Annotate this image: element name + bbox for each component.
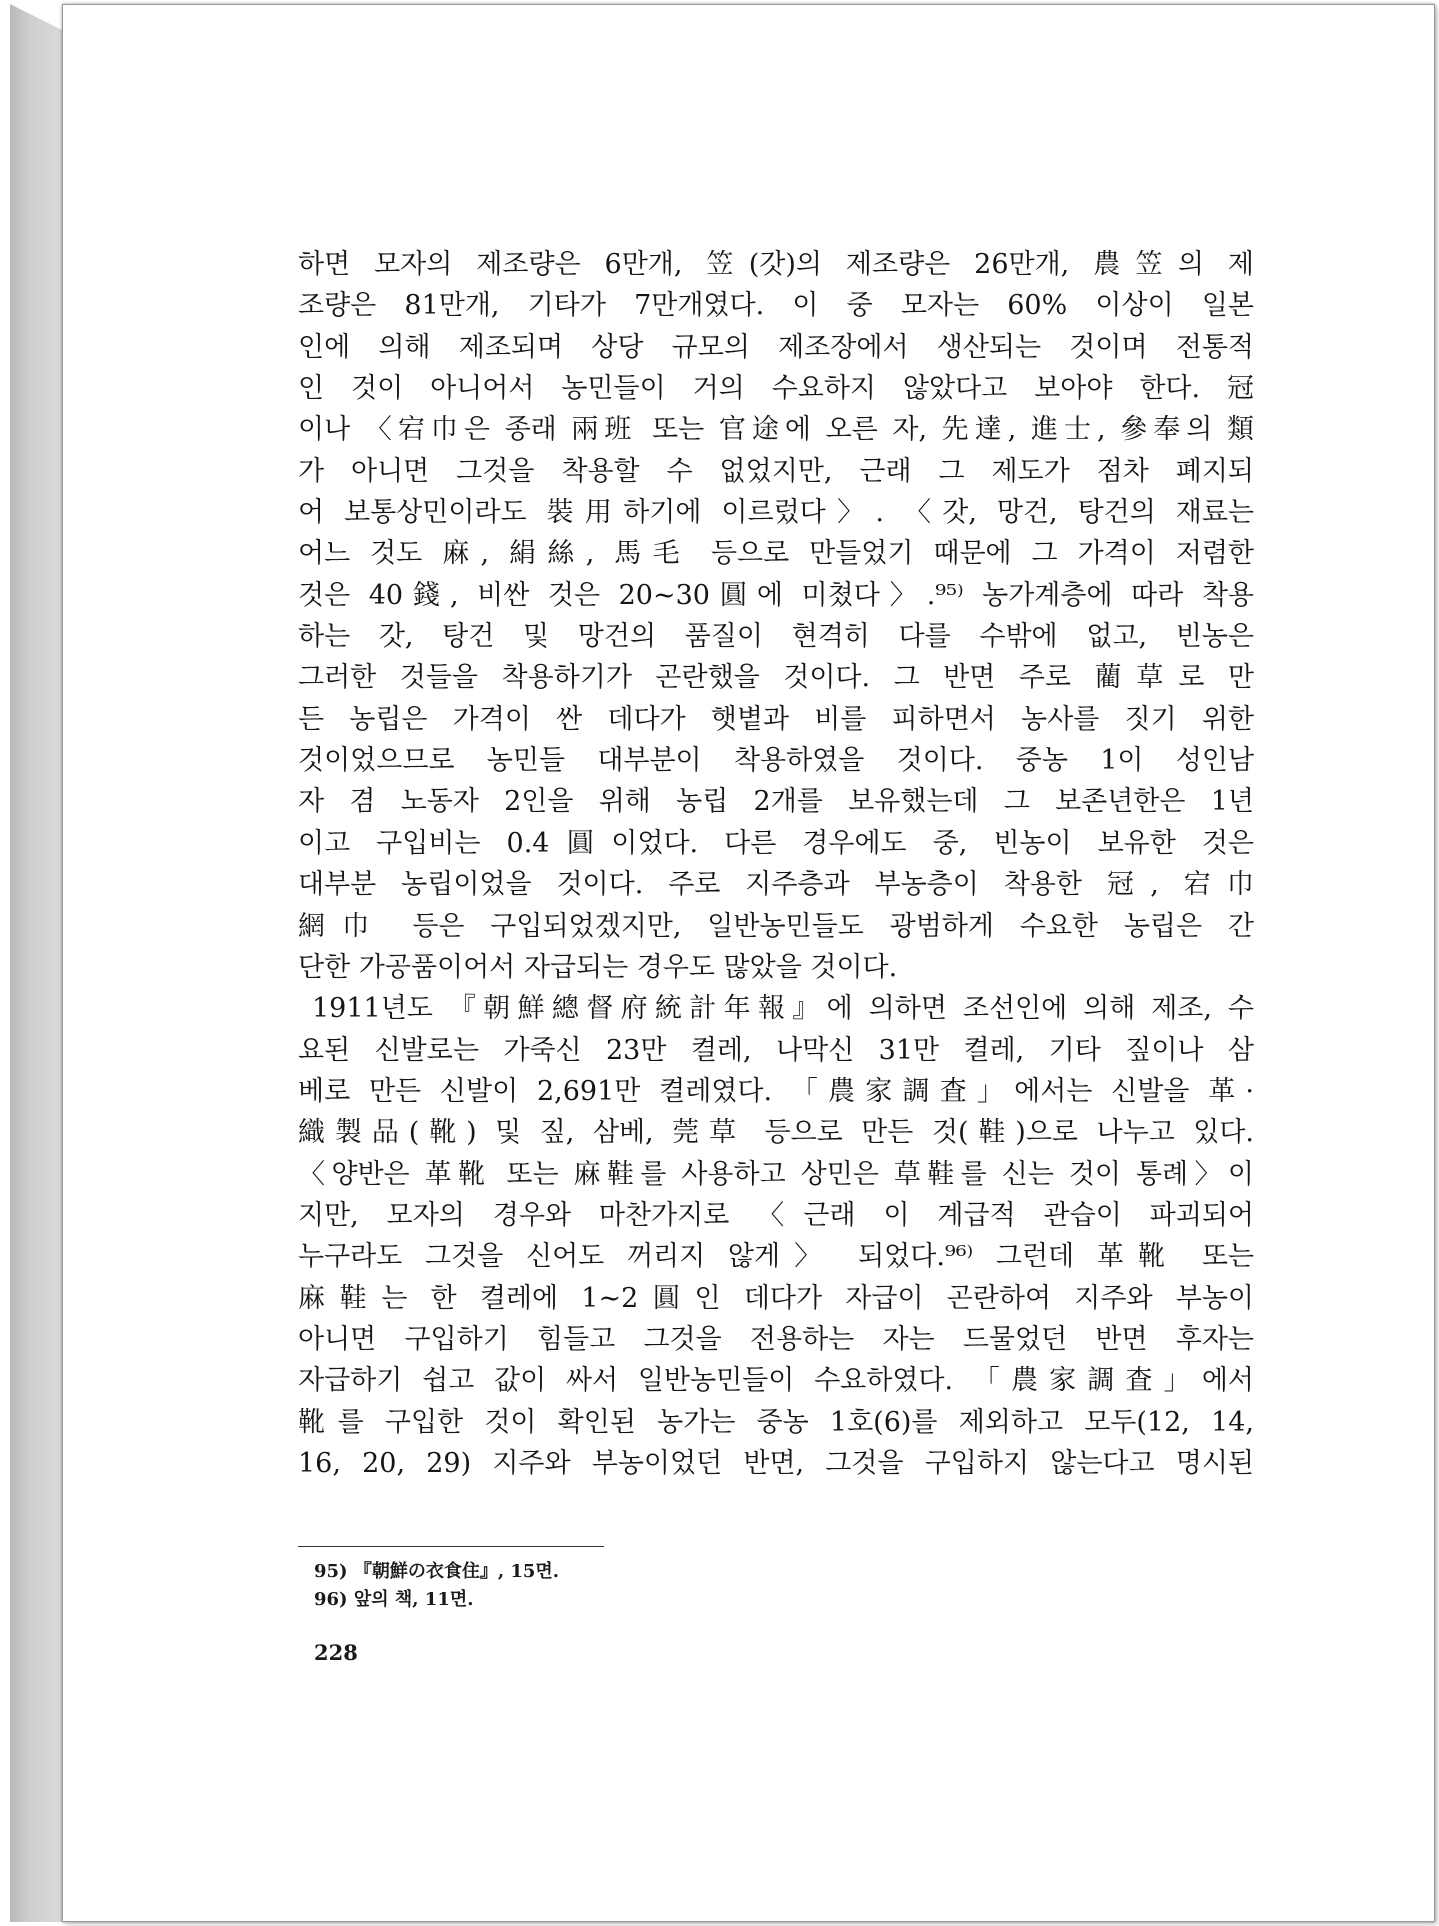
text-line: 織製品(靴) 및 짚, 삼베, 莞草 등으로 만든 것(鞋)으로 나누고 있다. — [298, 1117, 1254, 1149]
text-line: 조량은 81만개, 기타가 7만개였다. 이 중 모자는 60% 이상이 일본 — [298, 290, 1254, 322]
text-line: 麻鞋는 한 켤레에 1∼2圓인 데다가 자급이 곤란하여 지주와 부농이 — [298, 1282, 1254, 1314]
text-line: 지만, 모자의 경우와 마찬가지로 〈근래 이 계급적 관습이 파괴되어 — [298, 1199, 1254, 1231]
text-line: 대부분 농립이었을 것이다. 주로 지주층과 부농층이 착용한 冠, 宕巾 — [298, 869, 1254, 901]
text-line: 網巾 등은 구입되었겠지만, 일반농민들도 광범하게 수요한 농립은 간 — [298, 910, 1254, 942]
text-line: 1911년도 『朝鮮總督府統計年報』에 의하면 조선인에 의해 제조, 수 — [312, 993, 1254, 1025]
text-line: 든 농립은 가격이 싼 데다가 햇볕과 비를 피하면서 농사를 짓기 위한 — [298, 703, 1254, 735]
page-edge — [10, 4, 62, 1922]
text-line: 하는 갓, 탕건 및 망건의 품질이 현격히 다를 수밖에 없고, 빈농은 — [298, 621, 1254, 653]
text-line: 자 겸 노동자 2인을 위해 농립 2개를 보유했는데 그 보존년한은 1년 — [298, 786, 1254, 818]
text-line: 아니면 구입하기 힘들고 그것을 전용하는 자는 드물었던 반면 후자는 — [298, 1323, 1254, 1355]
body-text — [298, 244, 1254, 1484]
text-line: 靴를 구입한 것이 확인된 농가는 중농 1호(6)를 제외하고 모두(12, 14, — [298, 1406, 1254, 1438]
text-line: 어 보통상민이라도 裝用하기에 이르렀다〉. 〈갓, 망건, 탕건의 재료는 — [298, 497, 1254, 529]
text-line: 단한 가공품이어서 자급되는 경우도 많았을 것이다. — [298, 951, 898, 983]
text-line: 자급하기 쉽고 값이 싸서 일반농민들이 수요하였다. 「農家調査」에서 — [298, 1365, 1254, 1397]
footnote-95: 95) 『朝鮮の衣食住』, 15면. — [314, 1561, 560, 1582]
text-line: 그러한 것들을 착용하기가 곤란했을 것이다. 그 반면 주로 藺草로 만 — [298, 662, 1254, 694]
text-line: 이고 구입비는 0.4圓이었다. 다른 경우에도 중, 빈농이 보유한 것은 — [298, 827, 1254, 859]
page-number: 228 — [314, 1640, 358, 1665]
footnote-divider — [298, 1546, 604, 1547]
text-line: 〈양반은 革靴 또는 麻鞋를 사용하고 상민은 草鞋를 신는 것이 통례〉이 — [298, 1158, 1254, 1190]
text-line: 것은 40錢, 비싼 것은 20∼30圓에 미쳤다〉.⁹⁵⁾ 농가계층에 따라 착용 — [298, 579, 1254, 611]
text-line: 누구라도 그것을 신어도 꺼리지 않게〉 되었다.⁹⁶⁾ 그런데 革靴 또는 — [298, 1241, 1254, 1273]
text-line: 하면 모자의 제조량은 6만개, 笠(갓)의 제조량은 26만개, 農笠의 제 — [298, 249, 1254, 280]
text-line: 가 아니면 그것을 착용할 수 없었지만, 근래 그 제도가 점차 폐지되 — [298, 455, 1254, 487]
text-line: 16, 20, 29) 지주와 부농이었던 반면, 그것을 구입하지 않는다고 명시된 — [298, 1447, 1254, 1479]
text-line: 요된 신발로는 가죽신 23만 켤레, 나막신 31만 켤레, 기타 짚이나 삼 — [298, 1034, 1254, 1066]
text-line: 베로 만든 신발이 2,691만 켤레였다. 「農家調査」에서는 신발을 革· — [298, 1075, 1254, 1107]
text-line: 인에 의해 제조되며 상당 규모의 제조장에서 생산되는 것이며 전통적 — [298, 331, 1254, 363]
text-line: 것이었으므로 농민들 대부분이 착용하였을 것이다. 중농 1이 성인남 — [298, 745, 1254, 777]
footnote-96: 96) 앞의 책, 11면. — [314, 1589, 474, 1610]
footnotes — [314, 1558, 559, 1614]
text-line: 인 것이 아니어서 농민들이 거의 수요하지 않았다고 보아야 한다. 冠 — [298, 373, 1254, 405]
text-line: 어느 것도 麻, 絹絲, 馬毛 등으로 만들었기 때문에 그 가격이 저렴한 — [298, 538, 1254, 570]
text-line: 이나 〈宕巾은 종래 兩班 또는 官途에 오른 자, 先達, 進士, 參奉의 類 — [298, 414, 1254, 446]
